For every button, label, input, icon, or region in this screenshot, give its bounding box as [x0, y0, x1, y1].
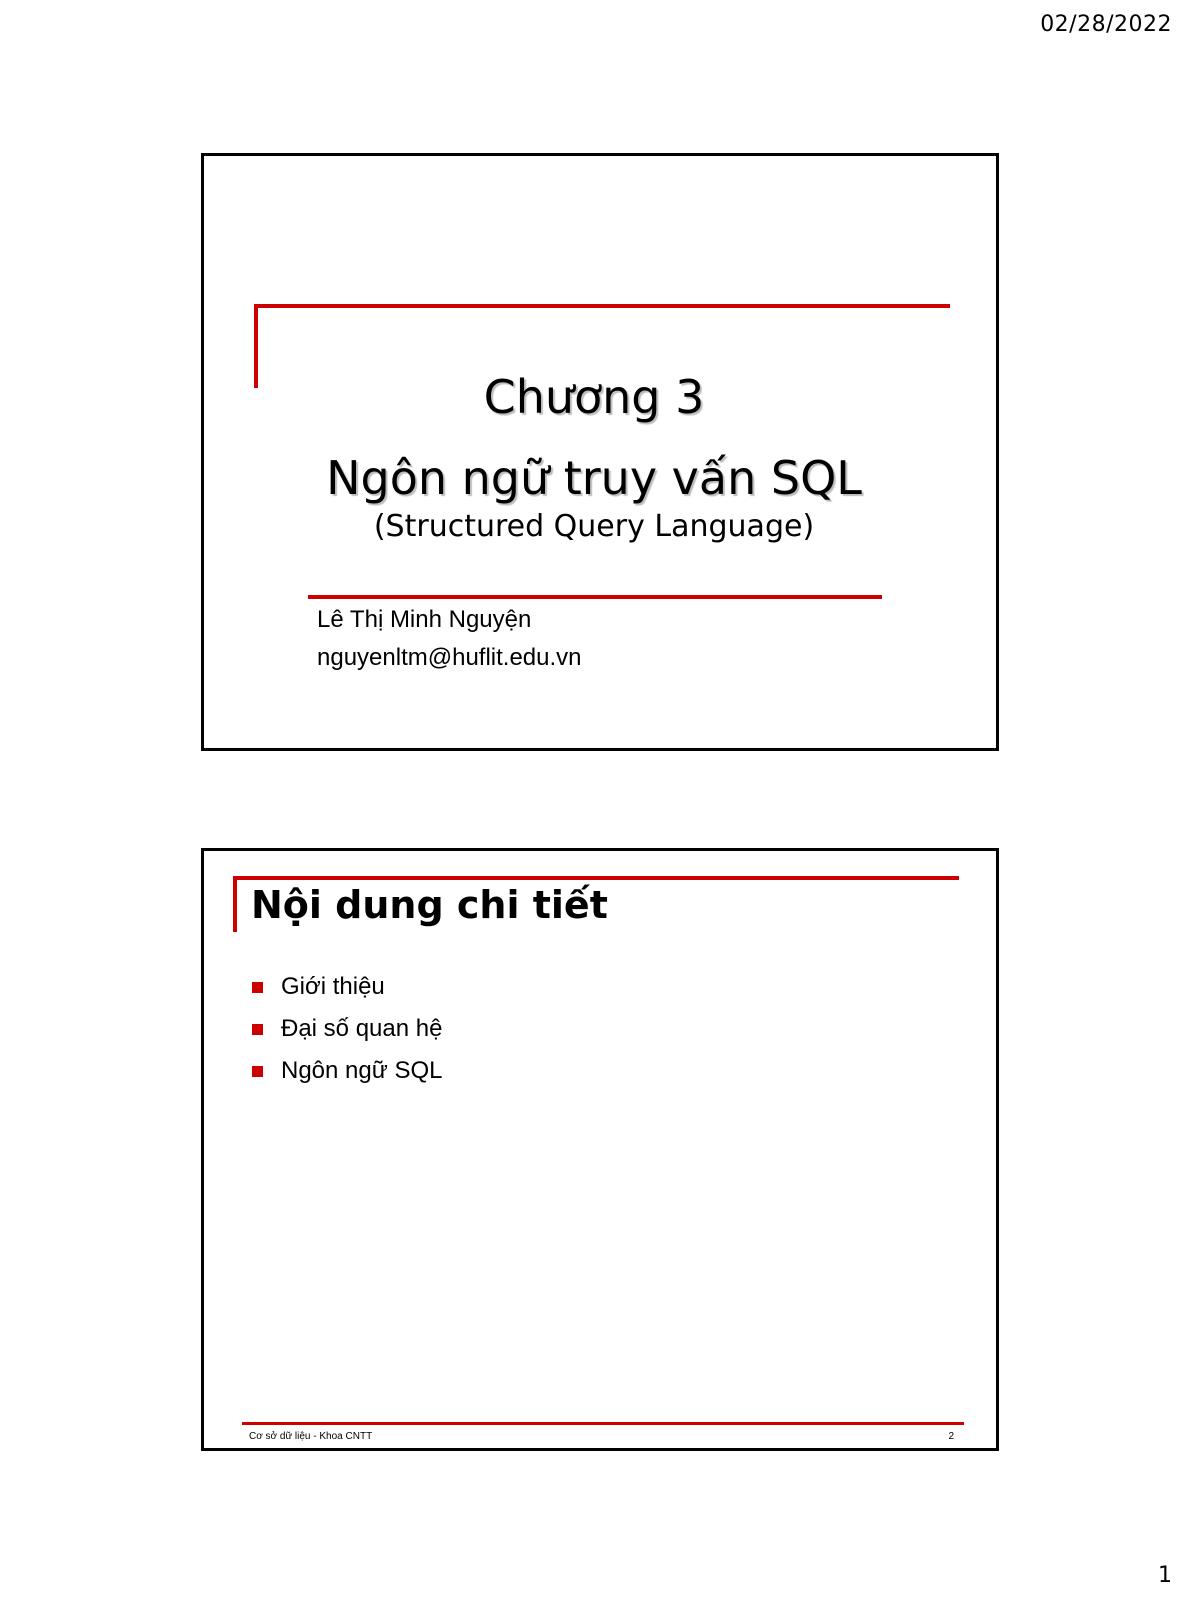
slide-2-footer-text: Cơ sở dữ liệu - Khoa CNTT [249, 1431, 373, 1442]
slide-2-left-rule [233, 876, 237, 932]
slide-1-top-rule [254, 304, 950, 308]
slide-2-top-rule [233, 876, 959, 880]
slide-2-bullet-list [252, 966, 443, 1092]
page-number: 1 [1158, 1563, 1172, 1588]
list-item-label: Đại số quan hệ [281, 1015, 443, 1042]
slide-1-author: Lê Thị Minh Nguyện [317, 606, 532, 633]
slide-2-footer-page: 2 [948, 1431, 954, 1442]
list-item [252, 1008, 443, 1050]
slide-1-email: nguyenltm@huflit.edu.vn [317, 644, 582, 671]
slide-1-divider [308, 595, 882, 599]
list-item-label: Ngôn ngữ SQL [281, 1057, 443, 1084]
slide-2-heading: Nội dung chi tiết [251, 883, 608, 927]
slide-1 [201, 153, 999, 751]
square-bullet-icon [252, 1024, 263, 1035]
page-date: 02/28/2022 [1040, 12, 1172, 37]
list-item [252, 1050, 443, 1092]
list-item [252, 966, 443, 1008]
slide-2 [201, 848, 999, 1451]
square-bullet-icon [252, 1066, 263, 1077]
slide-1-title: Ngôn ngữ truy vấn SQL [326, 451, 862, 505]
slide-1-chapter: Chương 3 [483, 370, 705, 424]
slide-2-footer-rule [242, 1422, 964, 1425]
square-bullet-icon [252, 982, 263, 993]
slide-1-subtitle: (Structured Query Language) [373, 509, 815, 544]
list-item-label: Giới thiệu [281, 973, 385, 1000]
